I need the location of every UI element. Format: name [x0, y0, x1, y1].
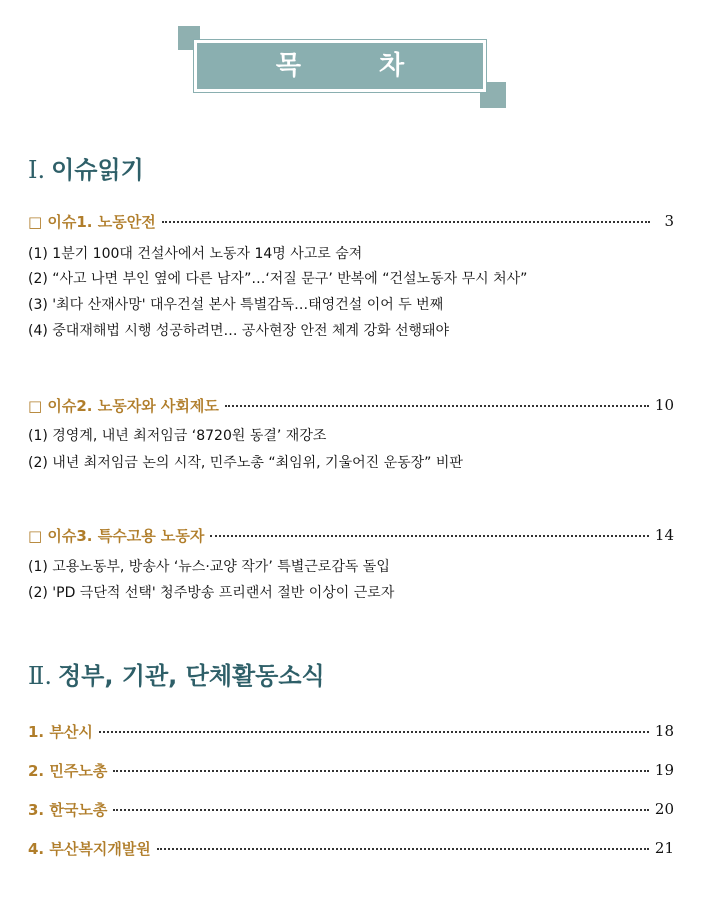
list-item: (2) 'PD 극단적 선택' 청주방송 프리랜서 절반 이상이 근로자: [28, 585, 395, 601]
toc-entry-part2-3[interactable]: [28, 798, 674, 820]
toc-entry-label: 2. 민주노총: [28, 761, 108, 780]
section-title-2: 정부, 기관, 단체활동소식: [57, 662, 325, 690]
toc-page-number: 10: [654, 396, 674, 414]
section-numeral-2: Ⅱ.: [28, 662, 52, 690]
toc-entry-label: □ 이슈3. 특수고용 노동자: [28, 526, 205, 545]
title-banner: [178, 26, 508, 110]
section-heading-1: [28, 150, 144, 185]
toc-page-number: 20: [654, 800, 674, 818]
toc-page-number: 19: [654, 761, 674, 779]
section-title-1: 이슈읽기: [51, 156, 144, 184]
toc-entry-label: □ 이슈1. 노동안전: [28, 212, 156, 231]
list-item: (2) 내년 최저임금 논의 시작, 민주노총 “최임위, 기울어진 운동장” 비판: [28, 455, 463, 471]
toc-entry-part2-2[interactable]: [28, 759, 674, 781]
toc-entry-issue-2[interactable]: [28, 394, 674, 416]
section-numeral-1: Ⅰ.: [28, 156, 46, 184]
toc-entry-label: 3. 한국노총: [28, 800, 108, 819]
toc-entry-label: 4. 부산복지개발원: [28, 839, 151, 858]
toc-page-number: 3: [664, 212, 674, 230]
dot-leader: [210, 535, 649, 537]
page-title: 목차: [275, 51, 483, 81]
toc-page-number: 18: [654, 722, 674, 740]
list-item: (2) “사고 나면 부인 옆에 다른 남자”…‘저질 문구’ 반복에 “건설노동자 무시 처사”: [28, 271, 528, 287]
dot-leader: [157, 848, 649, 850]
list-item: (4) 중대재해법 시행 성공하려면… 공사현장 안전 체계 강화 선행돼야: [28, 323, 450, 339]
toc-entry-part2-1[interactable]: [28, 720, 674, 742]
dot-leader: [113, 770, 649, 772]
dot-leader: [162, 221, 650, 223]
list-item: (1) 1분기 100대 건설사에서 노동자 14명 사고로 숨져: [28, 246, 363, 262]
toc-entry-issue-1[interactable]: [28, 210, 674, 232]
dot-leader: [99, 731, 649, 733]
toc-page-number: 21: [654, 839, 674, 857]
list-item: (1) 경영계, 내년 최저임금 ‘8720원 동결’ 재강조: [28, 428, 327, 444]
toc-page-number: 14: [654, 526, 674, 544]
section-heading-2: [28, 656, 325, 691]
toc-entry-part2-4[interactable]: [28, 837, 674, 859]
toc-entry-label: 1. 부산시: [28, 722, 93, 741]
toc-entry-label: □ 이슈2. 노동자와 사회제도: [28, 396, 219, 415]
list-item: (1) 고용노동부, 방송사 ‘뉴스·교양 작가’ 특별근로감독 돌입: [28, 559, 390, 575]
toc-entry-issue-3[interactable]: [28, 524, 674, 546]
dot-leader: [113, 809, 649, 811]
dot-leader: [225, 405, 649, 407]
list-item: (3) '최다 산재사망' 대우건설 본사 특별감독…태영건설 이어 두 번째: [28, 297, 444, 313]
